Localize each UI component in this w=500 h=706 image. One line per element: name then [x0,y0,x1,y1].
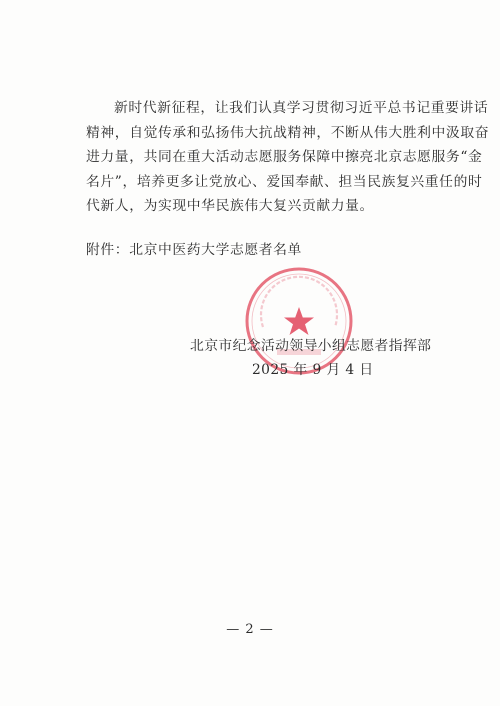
star-icon [284,307,314,335]
body-line-4: 名片”，培养更多让党放心、爱国奉献、担当民族复兴重任的时 [86,173,483,190]
body-line-2: 精神，自觉传承和弘扬伟大抗战精神，不断从伟大胜利中汲取奋 [86,124,490,141]
page-number: — 2 — [226,622,274,637]
body-line-5: 代新人，为实现中华民族伟大复兴贡献力量。 [86,198,374,214]
signature-date: 2025 年 9 月 4 日 [252,362,374,378]
body-paragraph [86,96,490,219]
body-line-3: 进力量，共同在重大活动志愿服务保障中擦亮北京志愿服务“金 [86,149,483,165]
attachment-note: 附件：北京中医药大学志愿者名单 [86,242,302,258]
body-line-1: 新时代新征程，让我们认真学习贯彻习近平总书记重要讲话 [114,100,489,116]
signature-organization: 北京市纪念活动领导小组志愿者指挥部 [190,338,432,354]
